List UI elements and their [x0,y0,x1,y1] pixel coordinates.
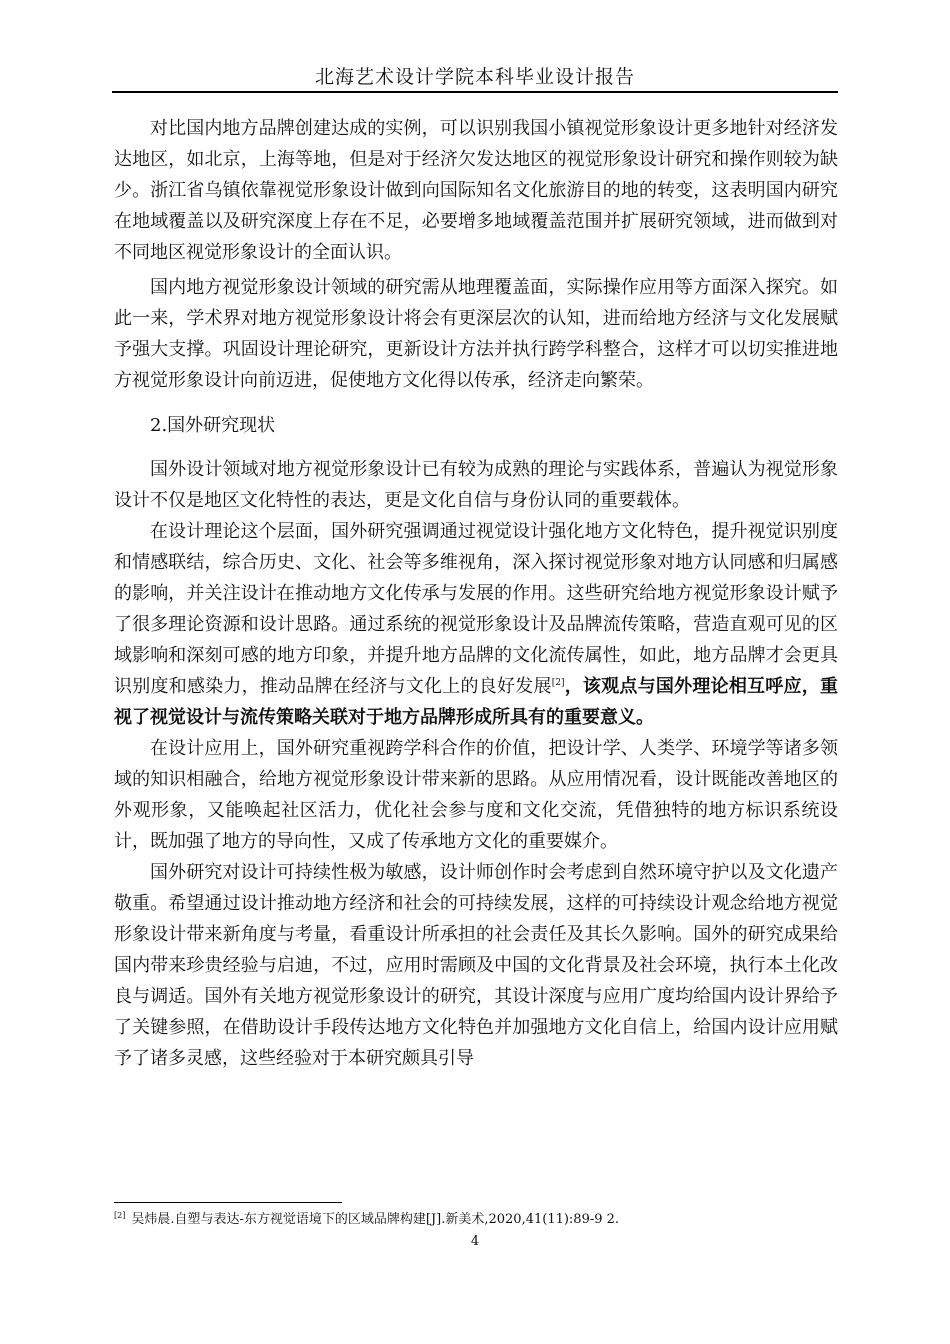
paragraph-design-application: 在设计应用上，国外研究重视跨学科合作的价值，把设计学、人类学、环境学等诸多领域的知识相融合，给地方视觉形象设计带来新的思路。从应用情况看，设计既能改善地区的外观形象，又能唤起社区活力，优化社会参与度和文化交流，凭借独特的地方标识系统设计，既加强了地方的导向性，又成了传承地方文化的重要媒介。 [114,738,838,852]
body-text [114,113,838,1074]
citation-marker: [2] [551,678,565,688]
page-number: 4 [470,1234,480,1249]
page-header-title: 北海艺术设计学院本科毕业设计报告 [314,66,635,88]
paragraph-sustainability: 国外研究对设计可持续性极为敏感，设计师创作时会考虑到自然环境守护以及文化遗产敬重。希望通过设计推动地方经济和社会的可持续发展，这样的可持续设计观念给地方视觉形象设计带来新角度与考量，看重设计所承担的社会责任及其长久影响。国外的研究成果给国内带来珍贵经验与启迪，不过，应用时需顾及中国的文化背景及社会环境，执行本土化改良与调适。国外有关地方视觉形象设计的研究，其设计深度与应用广度均给国内设计界给予了关键参照，在借助设计手段传达地方文化特色并加强地方文化自信上，给国内设计应用赋予了诸多灵感，这些经验对于本研究颇具引导 [114,862,838,1069]
paragraph-domestic-comparison: 对比国内地方品牌创建达成的实例，可以识别我国小镇视觉形象设计更多地针对经济发达地区，如北京，上海等地，但是对于经济欠发达地区的视觉形象设计研究和操作则较为缺少。浙江省乌镇依靠视觉形象设计做到向国际知名文化旅游目的地的转变，这表明国内研究在地域覆盖以及研究深度上存在不足，必要增多地域覆盖范围并扩展研究领域，进而做到对不同地区视觉形象设计的全面认识。 [114,118,838,263]
paragraph-domestic-outlook: 国内地方视觉形象设计领域的研究需从地理覆盖面，实际操作应用等方面深入探究。如此一来，学术界对地方视觉形象设计将会有更深层次的认知，进而给地方经济与文化发展赋予强大支撑。巩固设计理论研究，更新设计方法并执行跨学科整合，这样才可以切实推进地方视觉形象设计向前迈进，促使地方文化得以传承，经济走向繁荣。 [114,277,838,391]
footnote [114,1211,838,1229]
footnote-marker: [2] [114,1210,126,1220]
paragraph-design-theory-emphasis: ，该观点与国外理论相互呼应，重视了视觉设计与流传策略关联对于地方品牌形成所具有的重要意义。 [114,676,839,728]
header-divider [112,91,838,93]
footnote-divider [114,1202,342,1203]
footnote-text: 吴炜晨.自塑与表达-东方视觉语境下的区域品牌构建[J].新美术,2020,41(11):89-9 2. [131,1212,620,1227]
paragraph-foreign-overview: 国外设计领域对地方视觉形象设计已有较为成熟的理论与实践体系，普遍认为视觉形象设计不仅是地区文化特性的表达，更是文化自信与身份认同的重要载体。 [114,459,838,511]
paragraph-design-theory-text: 在设计理论这个层面，国外研究强调通过视觉设计强化地方文化特色，提升视觉识别度和情感联结，综合历史、文化、社会等多维视角，深入探讨视觉形象对地方认同感和归属感的影响，并关注设计在推动地方文化传承与发展的作用。这些研究给地方视觉形象设计赋予了很多理论资源和设计思路。通过系统的视觉形象设计及品牌流传策略，营造直观可见的区域影响和深刻可感的地方印象，并提升地方品牌的文化流传属性，如此，地方品牌才会更具识别度和感染力，推动品牌在经济与文化上的良好发展 [114,521,838,697]
section-heading-foreign-research: 2.国外研究现状 [150,415,276,436]
paragraph-design-theory [114,516,838,733]
